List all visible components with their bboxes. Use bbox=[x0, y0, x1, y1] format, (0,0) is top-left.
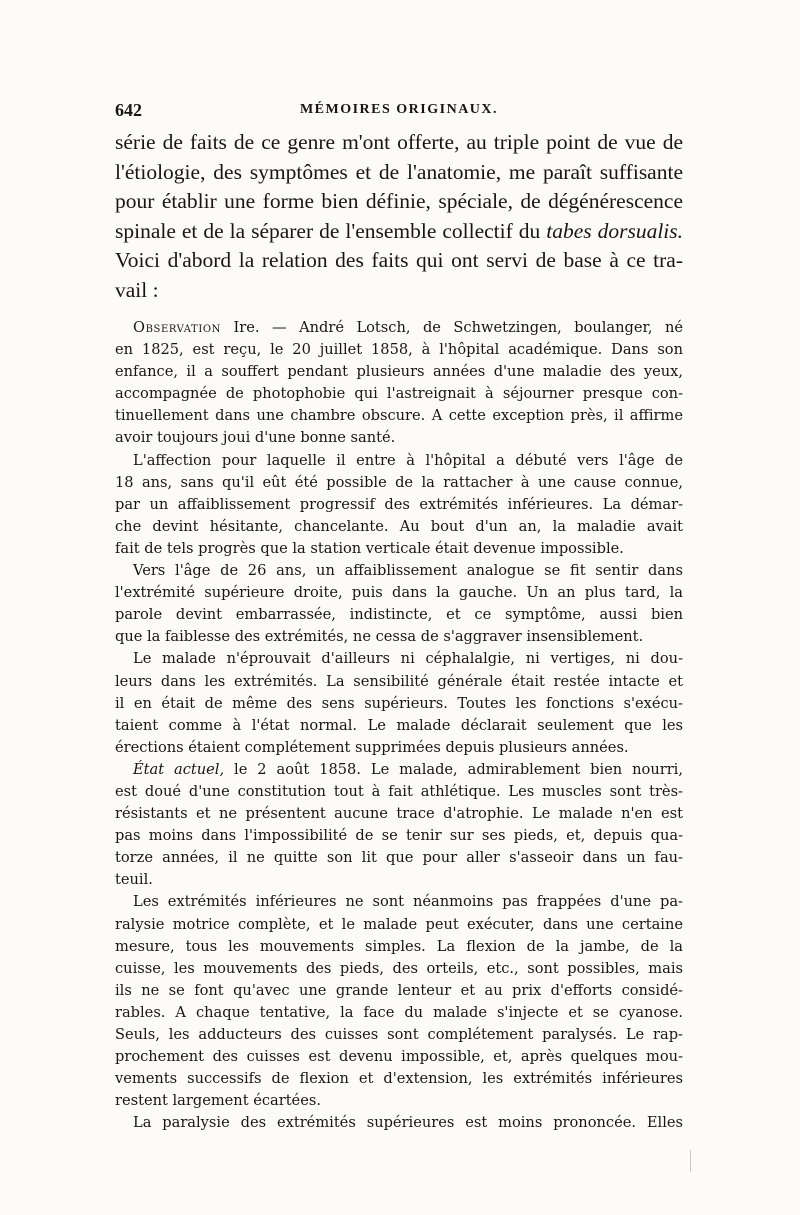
text-line: ils ne se font qu'avec une grande lenteur et au prix d'efforts considé- bbox=[115, 981, 683, 999]
page-header bbox=[115, 100, 683, 126]
text-line: l'étiologie, des symptômes et de l'anatomie, me paraît suffisante bbox=[115, 159, 683, 184]
text-line: Voici d'abord la relation des faits qui ont servi de base à ce tra- bbox=[115, 248, 683, 272]
running-title: MÉMOIRES ORIGINAUX. bbox=[299, 102, 499, 117]
text-line: vail : bbox=[115, 277, 159, 302]
text-line: taient comme à l'état normal. Le malade déclarait seulement que les bbox=[115, 716, 683, 734]
text-line bbox=[115, 217, 683, 247]
observation-label: Observation bbox=[133, 319, 222, 336]
text-line: il en était de même des sens supérieurs. Toutes les fonctions s'exécu- bbox=[115, 694, 683, 712]
text-line: mesure, tous les mouvements simples. La flexion de la jambe, de la bbox=[115, 937, 683, 955]
text-segment: — André Lotsch, de Schwetzingen, boulanger, né bbox=[259, 319, 683, 336]
etat-heading-line bbox=[115, 759, 683, 781]
text-line: est doué d'une constitution tout à fait athlétique. Les muscles sont très- bbox=[115, 782, 683, 800]
intro-paragraph bbox=[115, 128, 683, 305]
text-line: Seuls, les adducteurs des cuisses sont complétement paralysés. Le rap- bbox=[115, 1026, 683, 1043]
observation-number: Ire. bbox=[233, 319, 260, 336]
text-line: résistants et ne présentent aucune trace d'atrophie. Le malade n'en est bbox=[115, 805, 683, 823]
text-line: vements successifs de flexion et d'extension, les extrémités inférieures bbox=[115, 1070, 683, 1088]
text-line: érections étaient complétement supprimées depuis plusieurs années. bbox=[115, 738, 629, 756]
text-line: Le malade n'éprouvait d'ailleurs ni céphalalgie, ni vertiges, ni dou- bbox=[133, 650, 683, 668]
text-line: leurs dans les extrémités. La sensibilité générale était restée intacte et bbox=[115, 672, 683, 690]
text-line: pour établir une forme bien définie, spéciale, de dégénérescence bbox=[115, 189, 683, 213]
text-line: en 1825, est reçu, le 20 juillet 1858, à l'hôpital académique. Dans son bbox=[115, 341, 683, 359]
observation-section bbox=[115, 317, 683, 1134]
text-line: accompagnée de photophobie qui l'astreignait à séjourner presque con- bbox=[115, 385, 683, 403]
observation-heading-line bbox=[115, 317, 683, 339]
scan-mark bbox=[690, 1150, 697, 1172]
text-line: cuisse, les mouvements des pieds, des orteils, etc., sont possibles, mais bbox=[115, 959, 683, 977]
italic-term: tabes dorsualis. bbox=[546, 218, 683, 243]
text-segment: le 2 août 1858. Le malade, admirablement bien nourri, bbox=[224, 760, 683, 778]
text-line: teuil. bbox=[115, 871, 153, 889]
text-line: rables. A chaque tentative, la face du malade s'injecte et se cyanose. bbox=[115, 1003, 683, 1021]
text-line: ralysie motrice complète, et le malade peut exécuter, dans une certaine bbox=[115, 915, 683, 933]
text-line: que la faiblesse des extrémités, ne cessa de s'aggraver insensiblement. bbox=[115, 628, 644, 646]
text-segment: spinale et de la séparer de l'ensemble collectif du bbox=[115, 218, 541, 243]
text-line: tinuellement dans une chambre obscure. A cette exception près, il affirme bbox=[115, 407, 683, 425]
text-line: avoir toujours joui d'une bonne santé. bbox=[115, 429, 396, 447]
page-number: 642 bbox=[115, 100, 142, 120]
etat-label: État actuel, bbox=[133, 760, 225, 778]
text-line: che devint hésitante, chancelante. Au bout d'un an, la maladie avait bbox=[115, 517, 683, 535]
text-line: La paralysie des extrémités supérieures est moins prononcée. Elles bbox=[133, 1114, 683, 1132]
text-line: parole devint embarrassée, indistincte, et ce symptôme, aussi bien bbox=[115, 606, 683, 624]
text-line: 18 ans, sans qu'il eût été possible de la rattacher à une cause connue, bbox=[115, 473, 683, 491]
text-line: prochement des cuisses est devenu impossible, et, après quelques mou- bbox=[115, 1048, 683, 1066]
text-line: fait de tels progrès que la station verticale était devenue impossible. bbox=[115, 539, 624, 557]
text-line: torze années, il ne quitte son lit que pour aller s'asseoir dans un fau- bbox=[115, 849, 683, 867]
text-line: enfance, il a souffert pendant plusieurs années d'une maladie des yeux, bbox=[115, 363, 683, 381]
text-line: par un affaiblissement progressif des extrémités inférieures. La démar- bbox=[115, 495, 683, 513]
text-line: pas moins dans l'impossibilité de se tenir sur ses pieds, et, depuis qua- bbox=[115, 827, 683, 845]
text-line: Les extrémités inférieures ne sont néanmoins pas frappées d'une pa- bbox=[133, 893, 683, 911]
text-line: série de faits de ce genre m'ont offerte, au triple point de vue de bbox=[115, 130, 683, 154]
text-line: L'affection pour laquelle il entre à l'hôpital a débuté vers l'âge de bbox=[133, 451, 683, 469]
text-line: l'extrémité supérieure droite, puis dans la gauche. Un an plus tard, la bbox=[115, 584, 683, 602]
text-line: Vers l'âge de 26 ans, un affaiblissement analogue se fit sentir dans bbox=[133, 562, 683, 580]
text-line: restent largement écartées. bbox=[115, 1092, 321, 1110]
